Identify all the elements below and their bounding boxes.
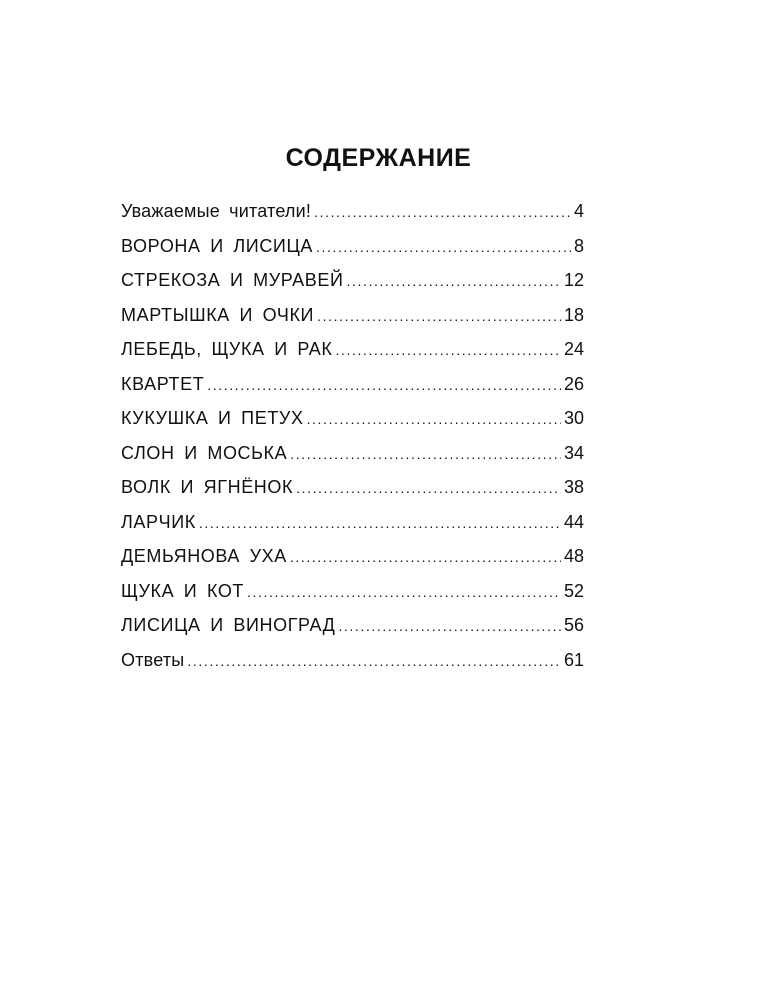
dot-leader	[199, 506, 561, 541]
toc-entry-title: СТРЕКОЗА И МУРАВЕЙ	[121, 270, 344, 290]
dot-leader	[187, 644, 561, 679]
dot-leader	[316, 230, 571, 265]
toc-entry-page: 61	[563, 649, 584, 670]
toc-entry	[121, 263, 584, 298]
toc-entry-page: 18	[563, 304, 584, 325]
toc-entry	[121, 332, 584, 367]
toc-entry-title: ЛИСИЦА И ВИНОГРАД	[121, 615, 336, 635]
toc-entry-page: 38	[563, 477, 584, 497]
toc-entry-title: КВАРТЕТ	[121, 373, 205, 394]
dot-leader	[335, 333, 560, 368]
toc-entry-title: КУКУШКА И ПЕТУХ	[121, 408, 304, 428]
toc-entry-page: 52	[563, 580, 584, 601]
table-of-contents	[121, 194, 584, 677]
toc-entry-title: ЛАРЧИК	[121, 511, 196, 532]
toc-entry	[121, 643, 584, 678]
dot-leader	[317, 299, 561, 334]
toc-entry	[121, 194, 584, 229]
toc-entry	[121, 574, 584, 609]
toc-entry-title: Уважаемые читатели!	[121, 201, 312, 221]
dot-leader	[307, 402, 561, 437]
dot-leader	[347, 264, 561, 299]
dot-leader	[338, 609, 561, 644]
dot-leader	[207, 368, 561, 403]
toc-entry-title: ЛЕБЕДЬ, ЩУКА И РАК	[121, 339, 333, 359]
toc-entry-title: ДЕМЬЯНОВА УХА	[121, 546, 287, 566]
toc-entry-page: 48	[563, 546, 584, 566]
toc-entry-page: 26	[563, 373, 584, 394]
toc-entry-page: 34	[563, 442, 584, 463]
toc-entry-title: ВОЛК И ЯГНЁНОК	[121, 477, 294, 497]
toc-entry-title: СЛОН И МОСЬКА	[121, 442, 288, 463]
dot-leader	[290, 437, 561, 472]
toc-entry	[121, 229, 584, 264]
toc-entry	[121, 539, 584, 574]
toc-entry	[121, 470, 584, 505]
toc-entry	[121, 436, 584, 471]
dot-leader	[296, 471, 561, 506]
toc-entry-title: ВОРОНА И ЛИСИЦА	[121, 235, 313, 256]
toc-entry-page: 4	[573, 201, 584, 221]
toc-entry-title: Ответы	[121, 649, 185, 670]
dot-leader	[314, 195, 571, 230]
toc-entry-page: 8	[573, 235, 584, 256]
toc-entry-title: МАРТЫШКА И ОЧКИ	[121, 304, 315, 325]
toc-entry-page: 44	[563, 511, 584, 532]
toc-entry-page: 12	[563, 270, 584, 290]
toc-entry-title: ЩУКА И КОТ	[121, 580, 245, 601]
toc-entry	[121, 367, 584, 402]
toc-entry	[121, 401, 584, 436]
dot-leader	[247, 575, 561, 610]
dot-leader	[290, 540, 561, 575]
toc-entry-page: 30	[563, 408, 584, 428]
toc-entry-page: 24	[563, 339, 584, 359]
toc-entry-page: 56	[563, 615, 584, 635]
page-title: СОДЕРЖАНИЕ	[285, 144, 472, 172]
toc-entry	[121, 298, 584, 333]
toc-entry	[121, 505, 584, 540]
toc-entry	[121, 608, 584, 643]
